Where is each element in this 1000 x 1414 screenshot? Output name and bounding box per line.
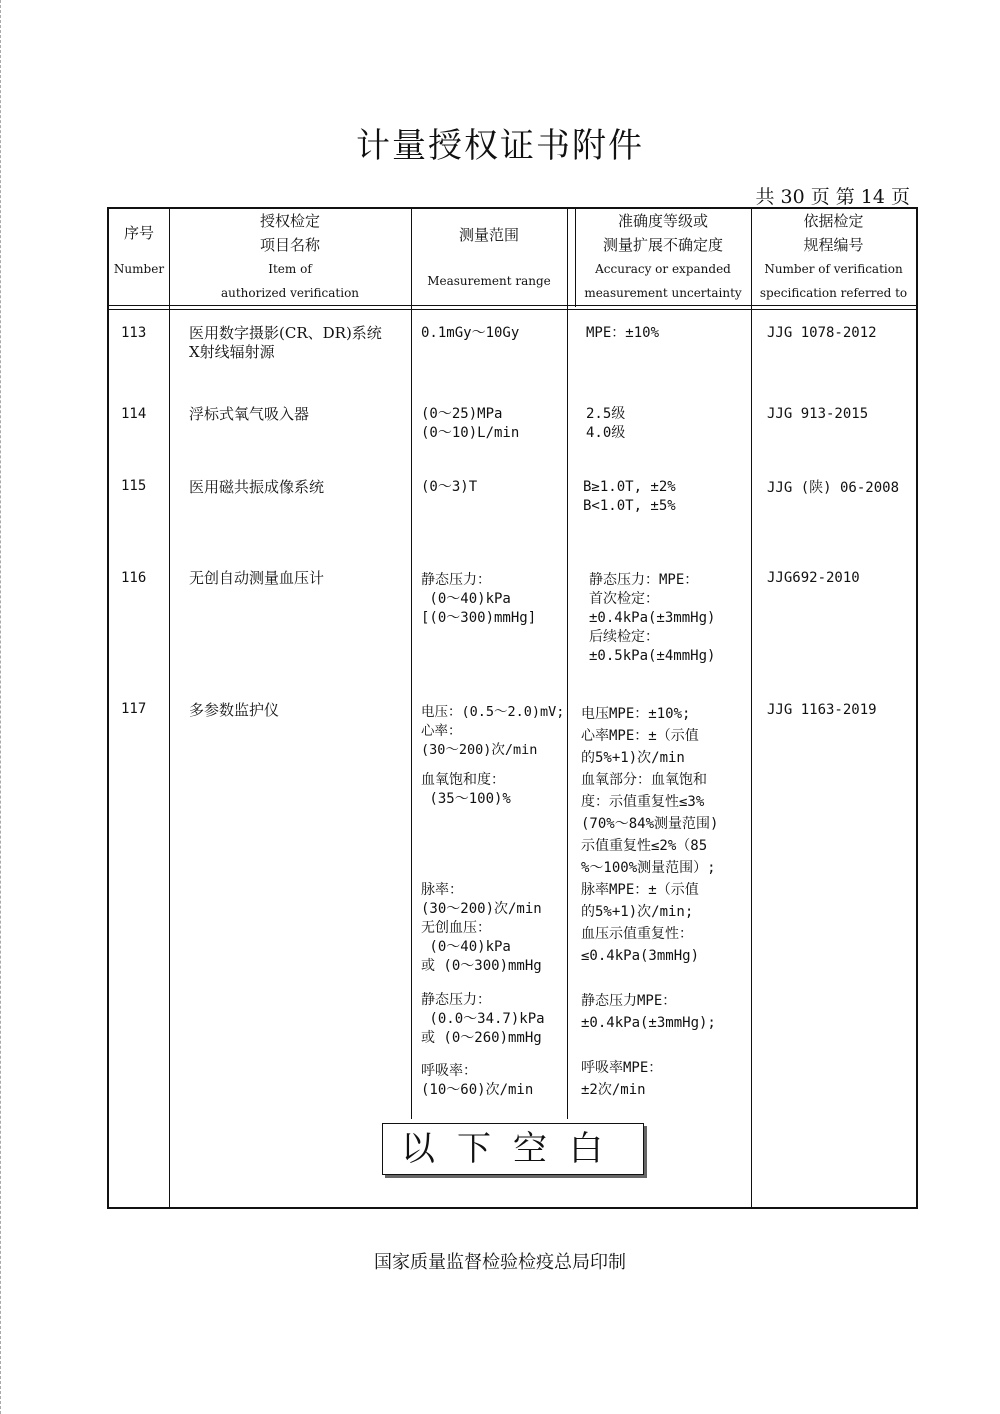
col-divider-1	[169, 209, 170, 1207]
header-divider	[109, 305, 916, 306]
header-spec-en: Number of verification specification referred to	[759, 262, 908, 300]
header-number-cn: 序号	[123, 224, 154, 242]
header-item	[169, 209, 411, 305]
row-113-spec: JJG 1078-2012	[767, 325, 877, 341]
row-117-range-static: 静态压力： (0.0～34.7)kPa 或 (0～260)mmHg	[421, 992, 545, 1046]
row-116-range: 静态压力： (0～40)kPa [(0～300)mmHg]	[421, 572, 537, 626]
row-116-number: 116	[121, 570, 147, 586]
footer-issuer: 国家质量监督检验检疫总局印制	[374, 1252, 626, 1273]
row-117-range-spo2: 血氧饱和度： (35～100)%	[421, 772, 511, 807]
header-spec-cn: 依据检定 规程编号	[803, 212, 864, 254]
row-117-accuracy-main: 电压MPE：±10%; 心率MPE：±（示值 的5%+1)次/min 血氧部分：血氧饱和 度：示值重复性≤3% (70%～84%测量范围) 示值重复性≤2%（85 %～100%测量范围）; 脉率MPE：±（示值 的5%+1)次/min; 血压示值重复性： ≤0.4kPa(3mmHg)	[581, 706, 719, 964]
row-117-range-voltage-heart: 电压：(0.5～2.0)mV; 心率： (30～200)次/min	[421, 704, 565, 758]
row-117-accuracy-static: 静态压力MPE： ±0.4kPa(±3mmHg);	[581, 993, 716, 1031]
row-113-accuracy: MPE：±10%	[586, 325, 660, 341]
col-divider-2	[411, 209, 412, 1119]
header-range	[411, 223, 567, 293]
row-116-spec: JJG692-2010	[767, 570, 860, 586]
header-divider-double	[109, 309, 916, 310]
row-113-range: 0.1mGy～10Gy	[421, 325, 520, 341]
row-114-number: 114	[121, 406, 147, 422]
row-114-accuracy: 2.5级 4.0级	[586, 406, 626, 441]
row-114-spec: JJG 913-2015	[767, 406, 869, 422]
row-115-item: 医用磁共振成像系统	[189, 478, 325, 496]
row-114-range: (0～25)MPa (0～10)L/min	[421, 406, 520, 441]
end-blank-stamp: 以下空白	[382, 1123, 644, 1175]
row-116-accuracy: 静态压力：MPE： 首次检定： ±0.4kPa(±3mmHg) 后续检定： ±0.5kPa(±4mmHg)	[589, 572, 716, 664]
header-accuracy-en: Accuracy or expanded measurement uncertainty	[584, 262, 742, 300]
header-range-cn: 测量范围	[458, 226, 519, 244]
authorization-table	[107, 207, 918, 1209]
row-115-accuracy: B≥1.0T, ±2% B<1.0T, ±5%	[583, 479, 676, 514]
row-115-range: (0～3)T	[421, 479, 478, 495]
header-spec	[751, 209, 916, 305]
document-title: 计量授权证书附件	[356, 126, 644, 166]
header-item-en: Item of authorized verification	[220, 262, 360, 300]
page-info: 共 30 页 第 14 页	[755, 186, 910, 208]
row-117-item: 多参数监护仪	[189, 701, 280, 719]
row-114-item: 浮标式氧气吸入器	[189, 405, 310, 423]
row-115-spec: JJG (陕) 06-2008	[767, 480, 900, 496]
scan-edge	[0, 0, 4, 1414]
row-116-item: 无创自动测量血压计	[189, 569, 325, 587]
header-item-cn: 授权检定 项目名称	[259, 212, 320, 254]
row-117-range-pulse-nibp: 脉率： (30～200)次/min 无创血压： (0～40)kPa 或 (0～300)mmHg	[421, 882, 542, 974]
header-accuracy-cn: 准确度等级或 测量扩展不确定度	[602, 212, 723, 254]
col-divider-3	[567, 209, 568, 1119]
header-number	[109, 221, 169, 281]
row-117-number: 117	[121, 701, 147, 717]
row-115-number: 115	[121, 478, 147, 494]
row-117-spec: JJG 1163-2019	[767, 702, 877, 718]
row-113-number: 113	[121, 325, 147, 341]
col-divider-5	[751, 209, 752, 1207]
header-number-en: Number	[113, 262, 165, 276]
header-accuracy	[575, 209, 751, 305]
row-117-accuracy-resp: 呼吸率MPE： ±2次/min	[581, 1060, 663, 1098]
header-range-en: Measurement range	[427, 274, 551, 288]
row-117-range-resp: 呼吸率： (10～60)次/min	[421, 1063, 534, 1098]
row-113-item: 医用数字摄影(CR、DR)系统 X射线辐射源	[189, 324, 382, 361]
